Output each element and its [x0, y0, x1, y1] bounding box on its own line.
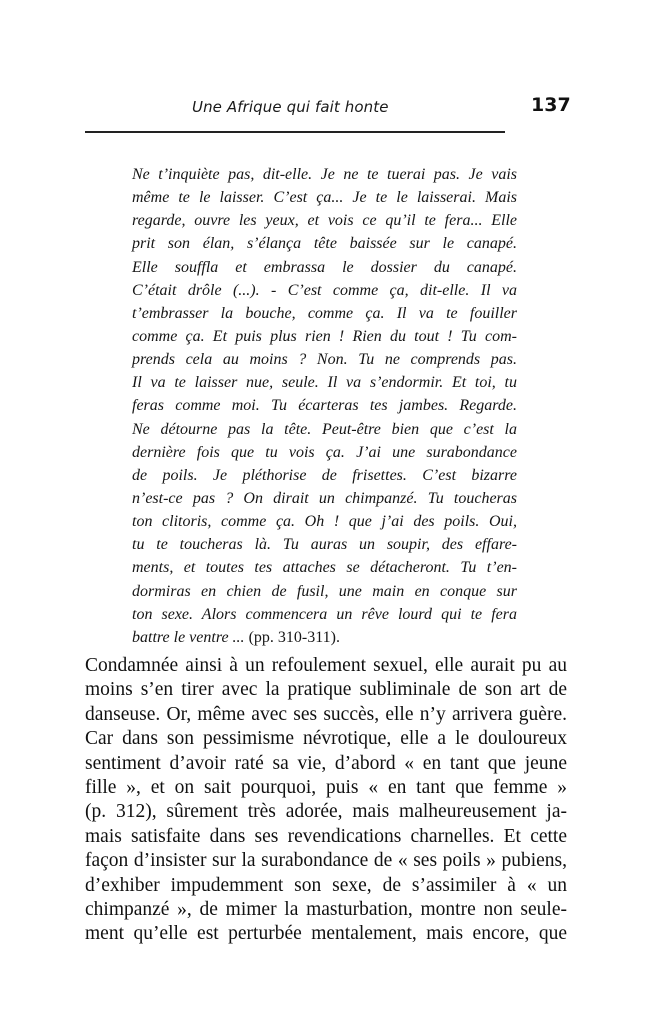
- quote-last-line-text: battre le ventre ...: [132, 628, 245, 646]
- quote-line: de poils. Je pléthorise de frisettes. C’est bizarre: [132, 466, 517, 484]
- quote-line: prends cela au moins ? Non. Tu ne comprends pas.: [132, 351, 517, 369]
- quote-line: ton sexe. Alors commencera un rêve lourd qui te fera: [132, 605, 517, 623]
- page-citation: (pp. 310-311).: [244, 628, 340, 646]
- quote-line: dernière fois que tu vois ça. J’ai une surabondance: [132, 443, 517, 461]
- quote-line: même te le laisser. C’est ça... Je te le laisserai. Mais: [132, 189, 517, 207]
- quote-line: Ne détourne pas la tête. Peut-être bien que c’est la: [132, 420, 517, 438]
- body-line: (p. 312), sûrement très adorée, mais malheureusement ja-: [85, 801, 567, 823]
- quote-line: feras comme moi. Tu écarteras tes jambes. Regarde.: [132, 397, 517, 415]
- running-title: Une Afrique qui fait honte: [192, 98, 389, 116]
- body-line: d’exhiber impudemment son sexe, de s’assimiler à « un: [85, 874, 567, 896]
- body-line: chimpanzé », de mimer la masturbation, montre non seule-: [85, 898, 567, 920]
- quote-line: comme ça. Et puis plus rien ! Rien du tout ! Tu com-: [132, 327, 517, 345]
- body-line: mais satisfaite dans ses revendications charnelles. Et cette: [85, 825, 567, 847]
- body-line: fille », et on sait pourquoi, puis « en tant que femme »: [85, 776, 567, 798]
- body-line: Car dans son pessimisme névrotique, elle a le douloureux: [85, 728, 567, 750]
- quote-last-line: [132, 626, 517, 649]
- quote-line: regarde, ouvre les yeux, et vois ce qu’il te fera... Elle: [132, 212, 517, 230]
- quote-line: ton clitoris, comme ça. Oh ! que j’ai des poils. Oui,: [132, 513, 517, 531]
- body-line: sentiment d’avoir raté sa vie, d’abord « en tant que jeune: [85, 752, 567, 774]
- quote-line: n’est-ce pas ? On dirait un chimpanzé. Tu toucheras: [132, 489, 517, 507]
- quote-line: dormiras en chien de fusil, une main en conque sur: [132, 582, 517, 600]
- quote-line: ments, et toutes tes attaches se détacheront. Tu t’en-: [132, 559, 517, 577]
- quote-line: tu te toucheras là. Tu auras un soupir, des effare-: [132, 536, 517, 554]
- quote-line: Ne t’inquiète pas, dit-elle. Je ne te tuerai pas. Je vais: [132, 166, 517, 183]
- body-line: ment qu’elle est perturbée mentalement, mais encore, que: [85, 923, 567, 945]
- body-line: façon d’insister sur la surabondance de « ses poils » pubiens,: [85, 850, 567, 872]
- quote-line: Il va te laisser nue, seule. Il va s’endormir. Et toi, tu: [132, 374, 517, 392]
- quote-line: prit son élan, s’élança tête baissée sur le canapé.: [132, 235, 517, 253]
- body-line: Condamnée ainsi à un refoulement sexuel, elle aurait pu au: [85, 655, 567, 676]
- quote-line: Elle souffla et embrassa le dossier du canapé.: [132, 258, 517, 276]
- quote-line: C’était drôle (...). - C’est comme ça, dit-elle. Il va: [132, 281, 517, 299]
- header-rule: [85, 131, 505, 133]
- body-line: moins s’en tirer avec la pratique subliminale de son art de: [85, 679, 567, 701]
- block-quote: [132, 163, 517, 649]
- body-line: danseuse. Or, même avec ses succès, elle n’y arrivera guère.: [85, 703, 567, 725]
- body-paragraph: [85, 654, 567, 947]
- page-number: 137: [531, 94, 571, 116]
- running-head: [0, 0, 650, 140]
- quote-line: t’embrasser la bouche, comme ça. Il va te fouiller: [132, 304, 517, 322]
